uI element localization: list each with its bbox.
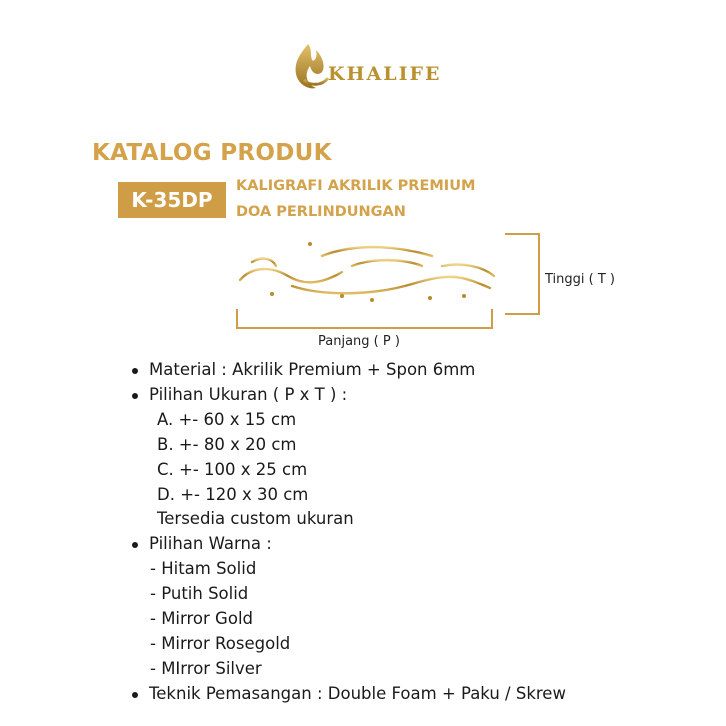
spec-size-heading: Pilihan Ukuran ( P x T ) :	[132, 383, 566, 408]
color-option: - MIrror Silver	[150, 658, 262, 678]
length-label: Panjang ( P )	[318, 334, 400, 349]
height-label: Tinggi ( T )	[545, 272, 615, 287]
bullet-icon	[132, 368, 138, 374]
product-name-line-1: KALIGRAFI AKRILIK PREMIUM	[236, 178, 476, 194]
product-code-badge: K-35DP	[118, 182, 226, 218]
size-option: B. +- 80 x 20 cm	[157, 434, 297, 454]
spec-color-heading: Pilihan Warna :	[132, 532, 566, 557]
spec-list	[132, 358, 566, 707]
bullet-icon	[132, 692, 138, 698]
length-bracket	[236, 309, 493, 329]
bullet-icon	[132, 393, 138, 399]
color-option: - Mirror Gold	[150, 609, 253, 629]
spec-material: Material : Akrilik Premium + Spon 6mm	[132, 358, 566, 383]
calligraphy-artwork	[232, 236, 500, 308]
color-option: - Hitam Solid	[150, 559, 257, 579]
custom-size-note: Tersedia custom ukuran	[157, 509, 354, 529]
catalog-title: KATALOG PRODUK	[92, 140, 332, 166]
size-option: D. +- 120 x 30 cm	[157, 484, 309, 504]
size-option: C. +- 100 x 25 cm	[157, 459, 308, 479]
product-name-line-2: DOA PERLINDUNGAN	[236, 204, 406, 220]
flame-emblem-icon	[296, 44, 328, 88]
bullet-icon	[132, 542, 138, 548]
height-bracket	[505, 233, 545, 315]
brand-wordmark: KHALIFE	[328, 63, 442, 85]
spec-mounting: Teknik Pemasangan : Double Foam + Paku / Skrew	[132, 682, 566, 707]
size-option: A. +- 60 x 15 cm	[157, 409, 297, 429]
color-option: - Mirror Rosegold	[150, 633, 291, 653]
color-option: - Putih Solid	[150, 584, 249, 604]
